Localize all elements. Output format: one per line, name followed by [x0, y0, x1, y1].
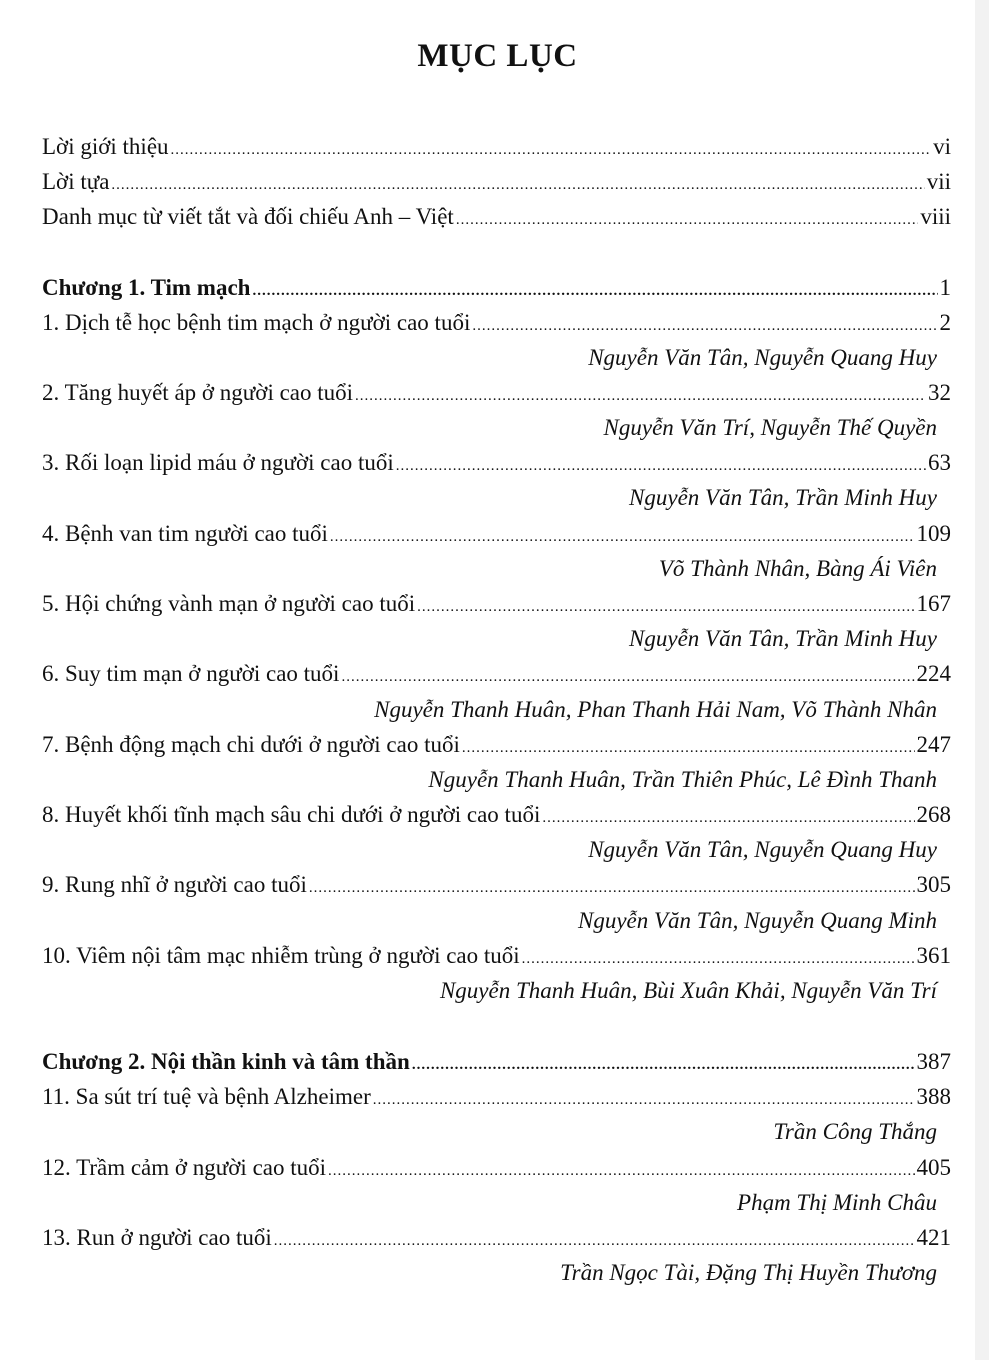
toc-entry-label: 8. Huyết khối tĩnh mạch sâu chi dưới ở người cao tuổi [42, 802, 541, 827]
chapter-label: Chương 2. Nội thần kinh và tâm thần [42, 1049, 410, 1074]
toc-entry-authors: Nguyễn Văn Tân, Trần Minh Huy [629, 626, 937, 651]
toc-entry-authors: Nguyễn Thanh Huân, Phan Thanh Hải Nam, Võ Thành Nhân [374, 697, 937, 722]
chapter-page: 387 [916, 1049, 951, 1074]
toc-entry-label: 10. Viêm nội tâm mạc nhiễm trùng ở người cao tuổi [42, 943, 520, 968]
toc-entry-authors: Nguyễn Văn Trí, Nguyễn Thế Quyền [603, 415, 937, 440]
toc-entry-12 [42, 1155, 951, 1185]
toc-entry-label: 7. Bệnh động mạch chi dưới ở người cao tuổi [42, 732, 460, 757]
toc-entry-page: vii [926, 169, 951, 194]
toc-entry-page: 2 [939, 310, 951, 335]
toc-entry-page: 109 [916, 521, 951, 546]
toc-entry-authors: Nguyễn Thanh Huân, Bùi Xuân Khải, Nguyễn Văn Trí [439, 978, 937, 1003]
toc-entry-authors: Trần Ngọc Tài, Đặng Thị Huyền Thương [560, 1260, 937, 1285]
toc-entry-authors: Trần Công Thắng [773, 1119, 937, 1144]
toc-entry-page: 224 [916, 661, 951, 686]
toc-entry-danh-muc [42, 204, 951, 234]
toc-entry-authors: Võ Thành Nhân, Bàng Ái Viên [658, 556, 937, 581]
toc-entry-authors: Nguyễn Văn Tân, Nguyễn Quang Minh [577, 908, 937, 933]
toc-entry-page: 388 [916, 1084, 951, 1109]
toc-entry-loi-gioi-thieu [42, 134, 951, 164]
dot-leader [309, 880, 915, 897]
toc-entry-page: 247 [916, 732, 951, 757]
dot-leader [417, 599, 914, 616]
toc-entry-page: 405 [916, 1155, 951, 1180]
toc-entry-authors: Nguyễn Thanh Huân, Trần Thiên Phúc, Lê Đình Thanh [428, 767, 937, 792]
toc-entry-label: 12. Trầm cảm ở người cao tuổi [42, 1155, 327, 1180]
dot-leader [456, 212, 919, 229]
dot-leader [330, 529, 915, 546]
toc-entry-8 [42, 802, 951, 832]
toc-entry-3 [42, 450, 951, 480]
toc-entry-11 [42, 1084, 951, 1114]
toc-entry-label: 2. Tăng huyết áp ở người cao tuổi [42, 380, 354, 405]
toc-entry-label: Danh mục từ viết tắt và đối chiếu Anh – Việt [42, 204, 454, 229]
toc-entry-label: 1. Dịch tễ học bệnh tim mạch ở người cao tuổi [42, 310, 471, 335]
dot-leader [472, 318, 937, 335]
toc-entry-page: 63 [928, 450, 951, 475]
dot-leader [355, 388, 926, 405]
toc-entry-label: 5. Hội chứng vành mạn ở người cao tuổi [42, 591, 416, 616]
dot-leader [462, 740, 915, 757]
toc-entry-label: 3. Rối loạn lipid máu ở người cao tuổi [42, 450, 394, 475]
toc-entry-authors: Phạm Thị Minh Châu [737, 1190, 937, 1215]
dot-leader [373, 1092, 915, 1109]
toc-entry-1 [42, 310, 951, 340]
toc-entry-13 [42, 1225, 951, 1255]
toc-entry-label: 9. Rung nhĩ ở người cao tuổi [42, 872, 307, 897]
toc-entry-label: 11. Sa sút trí tuệ và bệnh Alzheimer [42, 1084, 371, 1109]
dot-leader [341, 669, 914, 686]
toc-entry-label: 6. Suy tim mạn ở người cao tuổi [42, 661, 340, 686]
toc-entry-page: 421 [916, 1225, 951, 1250]
dot-leader [274, 1233, 915, 1250]
toc-entry-10 [42, 943, 951, 973]
toc-chapter-2 [42, 1049, 951, 1079]
toc-entry-5 [42, 591, 951, 621]
toc-entry-page: viii [920, 204, 951, 229]
toc-entry-page: 305 [916, 872, 951, 897]
toc-entry-4 [42, 521, 951, 551]
dot-leader [171, 142, 932, 159]
dot-leader [396, 458, 926, 475]
toc-entry-page: vi [933, 134, 951, 159]
toc-entry-2 [42, 380, 951, 410]
toc-entry-page: 268 [916, 802, 951, 827]
dot-leader [328, 1163, 914, 1180]
dot-leader [252, 283, 937, 300]
dot-leader [111, 177, 924, 194]
toc-entry-label: 4. Bệnh van tim người cao tuổi [42, 521, 328, 546]
toc-entry-6 [42, 661, 951, 691]
dot-leader [522, 951, 915, 968]
toc-entry-authors: Nguyễn Văn Tân, Trần Minh Huy [629, 485, 937, 510]
toc-entry-loi-tua [42, 169, 951, 199]
toc-entry-label: Lời tựa [42, 169, 110, 194]
toc-entry-page: 361 [916, 943, 951, 968]
page-title: MỤC LỤC [417, 38, 578, 74]
toc-chapter-1 [42, 275, 951, 305]
toc-entry-authors: Nguyễn Văn Tân, Nguyễn Quang Huy [588, 345, 937, 370]
dot-leader [542, 810, 914, 827]
toc-entry-page: 32 [928, 380, 951, 405]
toc-entry-label: Lời giới thiệu [42, 134, 169, 159]
chapter-page: 1 [939, 275, 951, 300]
toc-entry-authors: Nguyễn Văn Tân, Nguyễn Quang Huy [588, 837, 937, 862]
toc-entry-page: 167 [916, 591, 951, 616]
toc-entry-label: 13. Run ở người cao tuổi [42, 1225, 272, 1250]
toc-entry-9 [42, 872, 951, 902]
chapter-label: Chương 1. Tim mạch [42, 275, 251, 300]
dot-leader [412, 1057, 915, 1074]
toc-entry-7 [42, 732, 951, 762]
